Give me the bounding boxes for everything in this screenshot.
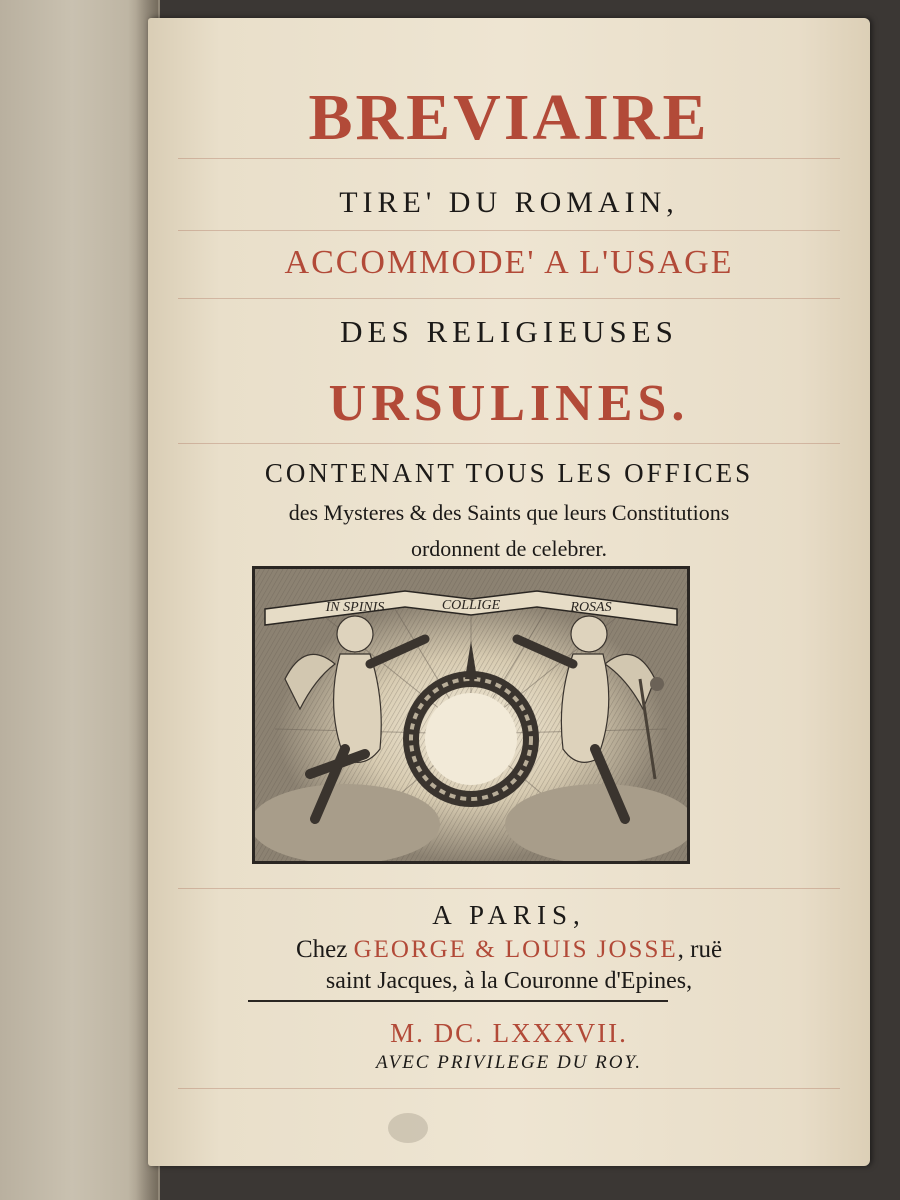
engraving-illustration — [255, 569, 687, 861]
engraving-vignette — [252, 566, 690, 864]
ruling-line — [178, 1088, 840, 1089]
banner-text-center: COLLIGE — [441, 598, 501, 613]
paper-stain — [388, 1113, 428, 1143]
publication-date: M. DC. LXXXVII. — [390, 1018, 628, 1048]
title-page — [148, 18, 870, 1166]
ruling-line — [178, 158, 840, 159]
title-line-contenant: CONTENANT TOUS LES OFFICES — [264, 458, 754, 488]
rose-icon — [650, 677, 664, 691]
banner-text-left: IN SPINIS — [325, 600, 385, 615]
imprint-publisher-line — [148, 936, 870, 964]
title-line-tire: TIRE' DU ROMAIN, — [339, 186, 679, 219]
title-line-accommode: ACCOMMODE' A L'USAGE — [284, 244, 734, 281]
title-ursulines: URSULINES. — [328, 375, 690, 432]
imprint-chez: Chez — [295, 936, 348, 963]
title-line-ordonnent: ordonnent de celebrer. — [410, 536, 608, 561]
privilege-line: AVEC PRIVILEGE DU ROY. — [375, 1052, 643, 1073]
imprint-publisher: GEORGE & LOUIS JOSSE — [353, 936, 678, 963]
imprint-address: saint Jacques, à la Couronne d'Epines, — [325, 968, 693, 994]
title-line-mysteres: des Mysteres & des Saints que leurs Constitutions — [288, 500, 730, 525]
banner-text-right: ROSAS — [570, 600, 612, 615]
title-breviaire: BREVIAIRE — [308, 81, 710, 154]
imprint-place: A PARIS, — [432, 900, 586, 930]
ruling-line — [178, 888, 840, 889]
imprint-divider — [248, 1000, 668, 1002]
ruling-line — [178, 230, 840, 231]
ruling-line — [178, 443, 840, 444]
imprint-rue: , ruë — [677, 936, 723, 963]
title-line-religieuses: DES RELIGIEUSES — [340, 314, 678, 349]
ruling-line — [178, 298, 840, 299]
